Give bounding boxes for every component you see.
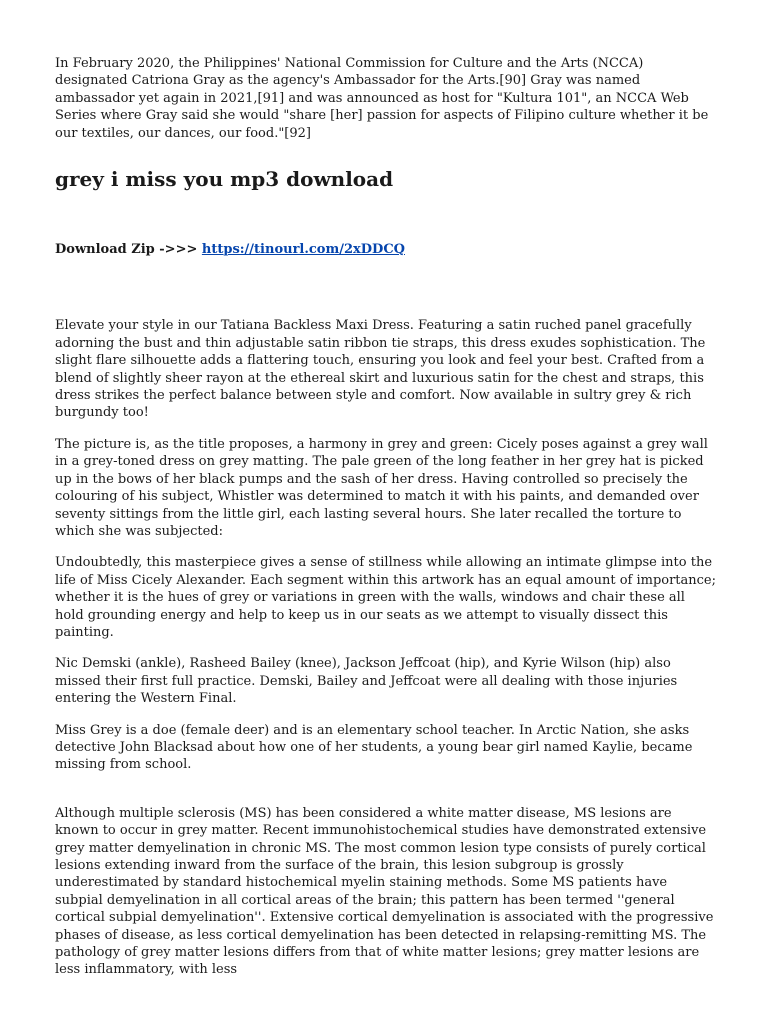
download-link[interactable]: https://tinourl.com/2xDDCQ bbox=[201, 242, 405, 258]
page-title: grey i miss you mp3 download bbox=[55, 167, 394, 192]
spacer bbox=[55, 258, 717, 317]
intro-paragraph: In February 2020, the Philippines' National Commission for Culture and the Arts (NCCA) designated Catriona Gray as the agency's Ambassador for the Arts.[90] Gray was named ambassador yet again in 2021,[91] and was announced as host for "Kultura 101", an NCCA Web Series where Gray said she would "share [her] passion for aspects of Filipino culture whether it be our textiles, our dances, our food."[92] bbox=[55, 56, 709, 141]
download-label: Download Zip ->>> bbox=[55, 242, 202, 258]
paragraph-dress: Elevate your style in our Tatiana Backless Maxi Dress. Featuring a satin ruched panel gracefully adorning the bust and thin adjustable satin ribbon tie straps, this dress exudes sophistication. The slight flare silhouette adds a flattering touch, ensuring you look and feel your best. Crafted from a blend of slightly sheer rayon at the ethereal skirt and luxurious satin for the chest and straps, this dress strikes the perfect balance between style and comfort. Now available in sultry grey & rich burgundy too! bbox=[55, 318, 706, 421]
paragraph-ms: Although multiple sclerosis (MS) has been considered a white matter disease, MS lesions are known to occur in grey matter. Recent immunohistochemical studies have demonstrated extensive grey matter demyelination in chronic MS. The most common lesion type consists of purely cortical lesions extending inward from the surface of the brain, this lesion subgroup is grossly underestimated by standard histochemical myelin staining methods. Some MS patients have subpial demyelination in all cortical areas of the brain; this pattern has been termed ''general cortical subpial demyelination''. Extensive cortical demyelination is associated with the progressive phases of disease, as less cortical demyelination has been detected in relapsing-remitting MS. The pathology of grey matter lesions differs from that of white matter lesions; grey matter lesions are less inflammatory, with less bbox=[55, 805, 714, 978]
paragraph-masterpiece: Undoubtedly, this masterpiece gives a sense of stillness while allowing an intimate glimpse into the life of Miss Cicely Alexander. Each segment within this artwork has an equal amount of importance; whether it is the hues of grey or variations in green with the walls, windows and chair these all hold grounding energy and help to keep us in our seats as we attempt to visually dissect this painting. bbox=[55, 555, 717, 640]
paragraph-miss-grey: Miss Grey is a doe (female deer) and is an elementary school teacher. In Arctic Nation, she asks detective John Blacksad about how one of her students, a young bear girl named Kaylie, became missing from school. bbox=[55, 722, 693, 773]
paragraph-painting: The picture is, as the title proposes, a harmony in grey and green: Cicely poses against a grey wall in a grey-toned dress on grey matting. The pale green of the long feather in her grey hat is picked up in the bows of her black pumps and the sash of her dress. Having controlled so precisely the colouring of his subject, Whistler was determined to match it with his paints, and demanded over seventy sittings from the little girl, each lasting several hours. She later recalled the torture to which she was subjected: bbox=[55, 436, 708, 539]
download-line bbox=[55, 241, 717, 258]
document-page bbox=[55, 55, 717, 979]
paragraph-injuries: Nic Demski (ankle), Rasheed Bailey (knee), Jackson Jeffcoat (hip), and Kyrie Wilson (hip) also missed their first full practice. Demski, Bailey and Jeffcoat were all dealing with those injuries entering the Western Final. bbox=[55, 656, 678, 707]
